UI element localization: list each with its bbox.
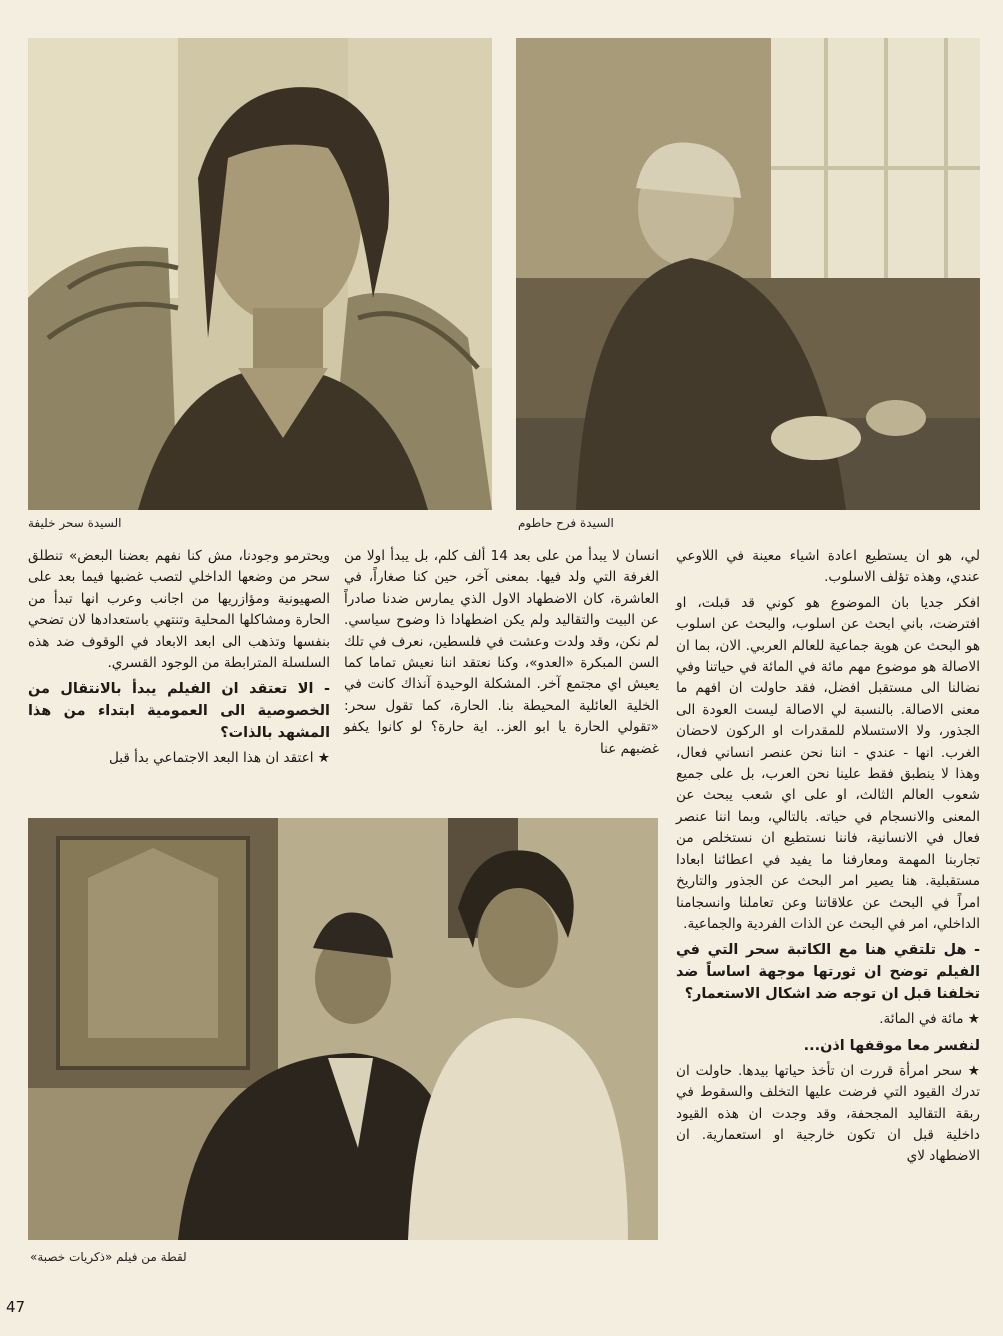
- interview-question: لنفسر معا موقفها اذن...: [803, 1037, 980, 1054]
- paragraph: لي، هو ان يستطيع اعادة اشياء معينة في اللاوعي عندي، وهذه تؤلف الاسلوب.: [676, 548, 980, 586]
- interview-answer: ★ اعتقد ان هذا البعد الاجتماعي بدأ قبل: [108, 750, 330, 767]
- interview-answer: ★ مائة في المائة.: [879, 1011, 980, 1028]
- interview-question: - الا تعتقد ان الفيلم يبدأ بالانتقال من الخصوصية الى العمومية ابتداء من هذا المشهد بالذات؟: [28, 681, 330, 742]
- photo-sahar-khalifa: [28, 38, 492, 510]
- paragraph: افكر جديا بان الموضوع هو كوني قد قبلت، او افترضت، باني ابحث عن اسلوب، والبحث عن اسلوب هو البحث عن هوية جماعية للعالم العربي. الان، بما ان الاصالة هو موضوع مهم مائة في المائة في حياتنا وفي نضالنا الى مستقبل افضل، فقد حاولت ان افهم ما معنى الاصالة. بالنسبة لي الاصالة ليست العودة الى الجذور، ولا الاستسلام للمقدرات او الركون لاحضان الغرب. انها - عندي - اننا نحن عنصر انساني فعال، وهذا لا ينطبق فقط علينا نحن العرب، بل على جميع شعوب العالم الثالث، او على اي شعب يبحث عن المعنى والانسجام في حياته. بالتالي، وبما اننا عنصر فعال في الانسانية، فاننا نستطيع ان نستخلص من تجاربنا المهمة ومعارفنا ما يفيد في اعطائنا ابعادا مستقبلية. هنا يصير امر البحث عن الجذور والتاريخ امراً في البحث عن علاقاتنا وعن تعاملنا وانسجامنا الداخلي، امر في البحث عن الذات الفردية والجماعية.: [676, 594, 980, 932]
- caption-farah-hatoum: السيدة فرح حاطوم: [518, 516, 614, 530]
- article-column-left: [28, 546, 330, 808]
- photo-farah-hatoum: [516, 38, 980, 510]
- portrait-image: [28, 38, 492, 510]
- page-number: 47: [6, 1298, 26, 1316]
- paragraph: ويحترمو وجودنا، مش كنا نفهم بعضنا البعض» تنطلق سحر من وضعها الداخلي لتصب غضبها فيما بعد على الصهيونية ومؤازريها من اجانب وعرب انها تبدأ من الحارة ومشاكلها المحلية وتنتهي باستعدادها لان تضحي بنفسها وتذهب الى ابعد الابعاد في الوقوف ضد هذه السلسلة المترابطة من الوجود القسري.: [28, 548, 330, 672]
- article-column-right: [676, 546, 980, 1296]
- caption-sahar-khalifa: السيدة سحر خليفة: [28, 516, 122, 530]
- interview-question: - هل تلتقي هنا مع الكاتبة سحر التي في الفيلم توضح ان ثورتها موجهة اساساً ضد تخلفنا قبل ان توجه ضد اشكال الاستعمار؟: [676, 942, 980, 1003]
- portrait-image: [516, 38, 980, 510]
- paragraph: انسان لا يبدأ من على بعد 14 ألف كلم، بل يبدأ اولا من الغرفة التي ولد فيها. بمعنى آخر، حين كنا صغاراً، في العاشرة، كان الاضطهاد الاول الذي يمارس ضدنا صادراً عن البيت والتقاليد ولم يكن اضطهادا ذا وضوح سياسي. لم نكن، وقد ولدت وعشت في فلسطين، نعرف في تلك السن المبكرة «العدو»، وكنا نعتقد اننا نعيش تماما كما يعيش اي مجتمع آخر. المشكلة الوحيدة آنذاك كانت في الخلية العائلية المحيطة بنا. الحارة، كما تقول سحر: «تقولي الحارة يا ابو العز.. اية حارة؟ لو كانوا يكفو غضبهم عنا: [344, 548, 659, 757]
- interview-answer: ★ سحر امرأة قررت ان تأخذ حياتها بيدها. حاولت ان تدرك القيود التي فرضت عليها التخلف والسقوط في ربقة التقاليد المجحفة، وقد وجدت ان هذه القيود داخلية قبل ان تكون خارجية او استعمارية. ان الاضطهاد لاي: [676, 1062, 980, 1165]
- article-column-middle: [344, 546, 659, 808]
- film-still-image: [28, 818, 658, 1240]
- photo-film-still: [28, 818, 658, 1240]
- caption-film-still: لقطة من فيلم «ذكريات خصبة»: [30, 1250, 187, 1264]
